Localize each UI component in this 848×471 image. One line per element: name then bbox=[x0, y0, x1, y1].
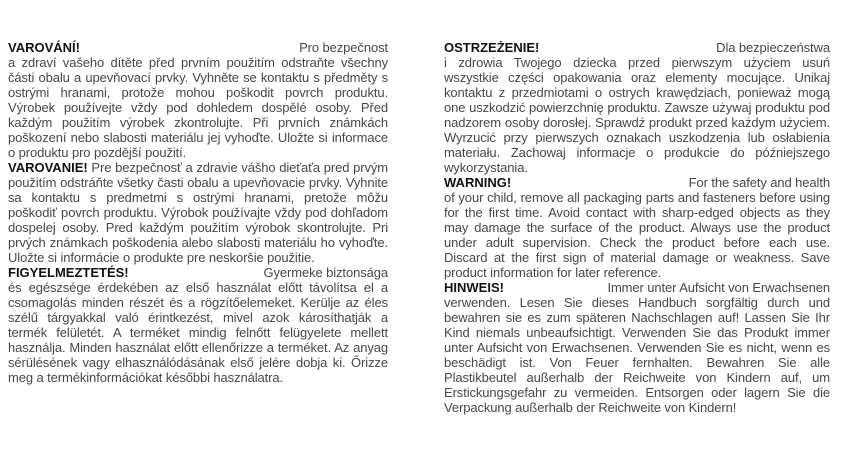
czech-body-text: a zdraví vašeho dítěte před prvním použitím odstraňte všechny části obalu a upevňovací prvky. Vyhněte se kontaktu s předměty s ostrými hranami, protože mohou poškodit povrch produktu. Výrobek používejte vždy pod dohledem dospělé osoby. Před každým použitím výrobek zkontrolujte. Při prvních známkách poškození nebo slabosti materiálu jej vyhoďte. Uložte si informace o produktu pro pozdější použití. bbox=[8, 55, 388, 160]
hungarian-lead-text: Gyermeke biztonsága bbox=[263, 265, 388, 280]
hungarian-warning-heading: FIGYELMEZTETÉS! bbox=[8, 265, 129, 280]
german-heading-line bbox=[444, 280, 830, 295]
english-lead-text: For the safety and health bbox=[688, 175, 830, 190]
english-body-text: of your child, remove all packaging parts and fasteners before using for the first time. Avoid contact with sharp-edged objects as they may damage the surface of the product. Always use the product under adult supervision. Check the product before each use. Discard at the first sign of material damage or weakness. Save product information for later reference. bbox=[444, 190, 830, 280]
german-lead-text: Immer unter Aufsicht von Erwachsenen bbox=[607, 280, 830, 295]
warning-paragraph-english bbox=[444, 175, 830, 280]
polish-warning-heading: OSTRZEŻENIE! bbox=[444, 40, 540, 55]
warning-paragraph-czech bbox=[8, 40, 388, 160]
polish-lead-text: Dla bezpieczeństwa bbox=[716, 40, 830, 55]
slovak-warning-heading: VAROVANIE! bbox=[8, 160, 88, 175]
left-column bbox=[8, 40, 388, 471]
warning-paragraph-polish bbox=[444, 40, 830, 175]
german-warning-heading: HINWEIS! bbox=[444, 280, 504, 295]
warning-paragraph-hungarian bbox=[8, 265, 388, 385]
warning-paragraph-german bbox=[444, 280, 830, 415]
czech-warning-heading: VAROVÁNÍ! bbox=[8, 40, 80, 55]
german-body-text: verwenden. Lesen Sie dieses Handbuch sorgfältig durch und bewahren sie es zum späteren Nachschlagen auf! Lassen Sie Ihr Kind niemals unbeaufsichtigt. Verwenden Sie das Produkt immer unter Aufsicht von Erwachsenen. Verwenden Sie es nicht, wenn es beschädigt ist. Von Feuer fernhalten. Bewahren Sie alle Plastikbeutel außerhalb der Reichweite von Kindern auf, um Erstickungsgefahr zu vermeiden. Entsorgen oder lagern Sie die Verpackung außerhalb der Reichweite von Kindern! bbox=[444, 295, 830, 415]
slovak-body-text: Pre bezpečnosť a zdravie vášho dieťaťa pred prvým použitím odstráňte všetky časti obalu a upevňovacie prvky. Vyhnite sa kontaktu s predmetmi s ostrými hranami, pretože môžu poškodiť povrch produktu. Výrobok používajte vždy pod dohľadom dospelej osoby. Pred každým použitím výrobok skontrolujte. Pri prvých známkach poškodenia alebo slabosti materiálu ho vyhoďte. Uložte si informácie o produkte pre neskoršie použitie. bbox=[8, 160, 388, 265]
right-column bbox=[444, 40, 830, 471]
polish-heading-line bbox=[444, 40, 830, 55]
hungarian-heading-line bbox=[8, 265, 388, 280]
hungarian-body-text: és egészsége érdekében az első használat előtt távolítsa el a csomagolás minden részét és a rögzítőelemeket. Kerülje az éles szélű tárgyakkal való érintkezést, mivel azok károsíthatják a termék felületét. A terméket mindig felnőtt felügyelete mellett használja. Minden használat előtt ellenőrizze a terméket. Az anyag sérülésének vagy elhasználódásának első jelére dobja ki. Őrizze meg a termékinformációkat későbbi használatra. bbox=[8, 280, 388, 385]
czech-heading-line bbox=[8, 40, 388, 55]
english-heading-line bbox=[444, 175, 830, 190]
polish-body-text: i zdrowia Twojego dziecka przed pierwszym użyciem usuń wszystkie części opakowania oraz elementy mocujące. Unikaj kontaktu z przedmiotami o ostrych krawędziach, ponieważ mogą one uszkodzić powierzchnię produktu. Zawsze używaj produktu pod nadzorem osoby dorosłej. Sprawdź produkt przed każdym użyciem. Wyrzucić przy pierwszych oznakach uszkodzenia lub osłabienia materiału. Zachowaj informacje o produkcie do późniejszego wykorzystania. bbox=[444, 55, 830, 175]
english-warning-heading: WARNING! bbox=[444, 175, 512, 190]
warning-paragraph-slovak bbox=[8, 160, 388, 265]
czech-lead-text: Pro bezpečnost bbox=[299, 40, 388, 55]
